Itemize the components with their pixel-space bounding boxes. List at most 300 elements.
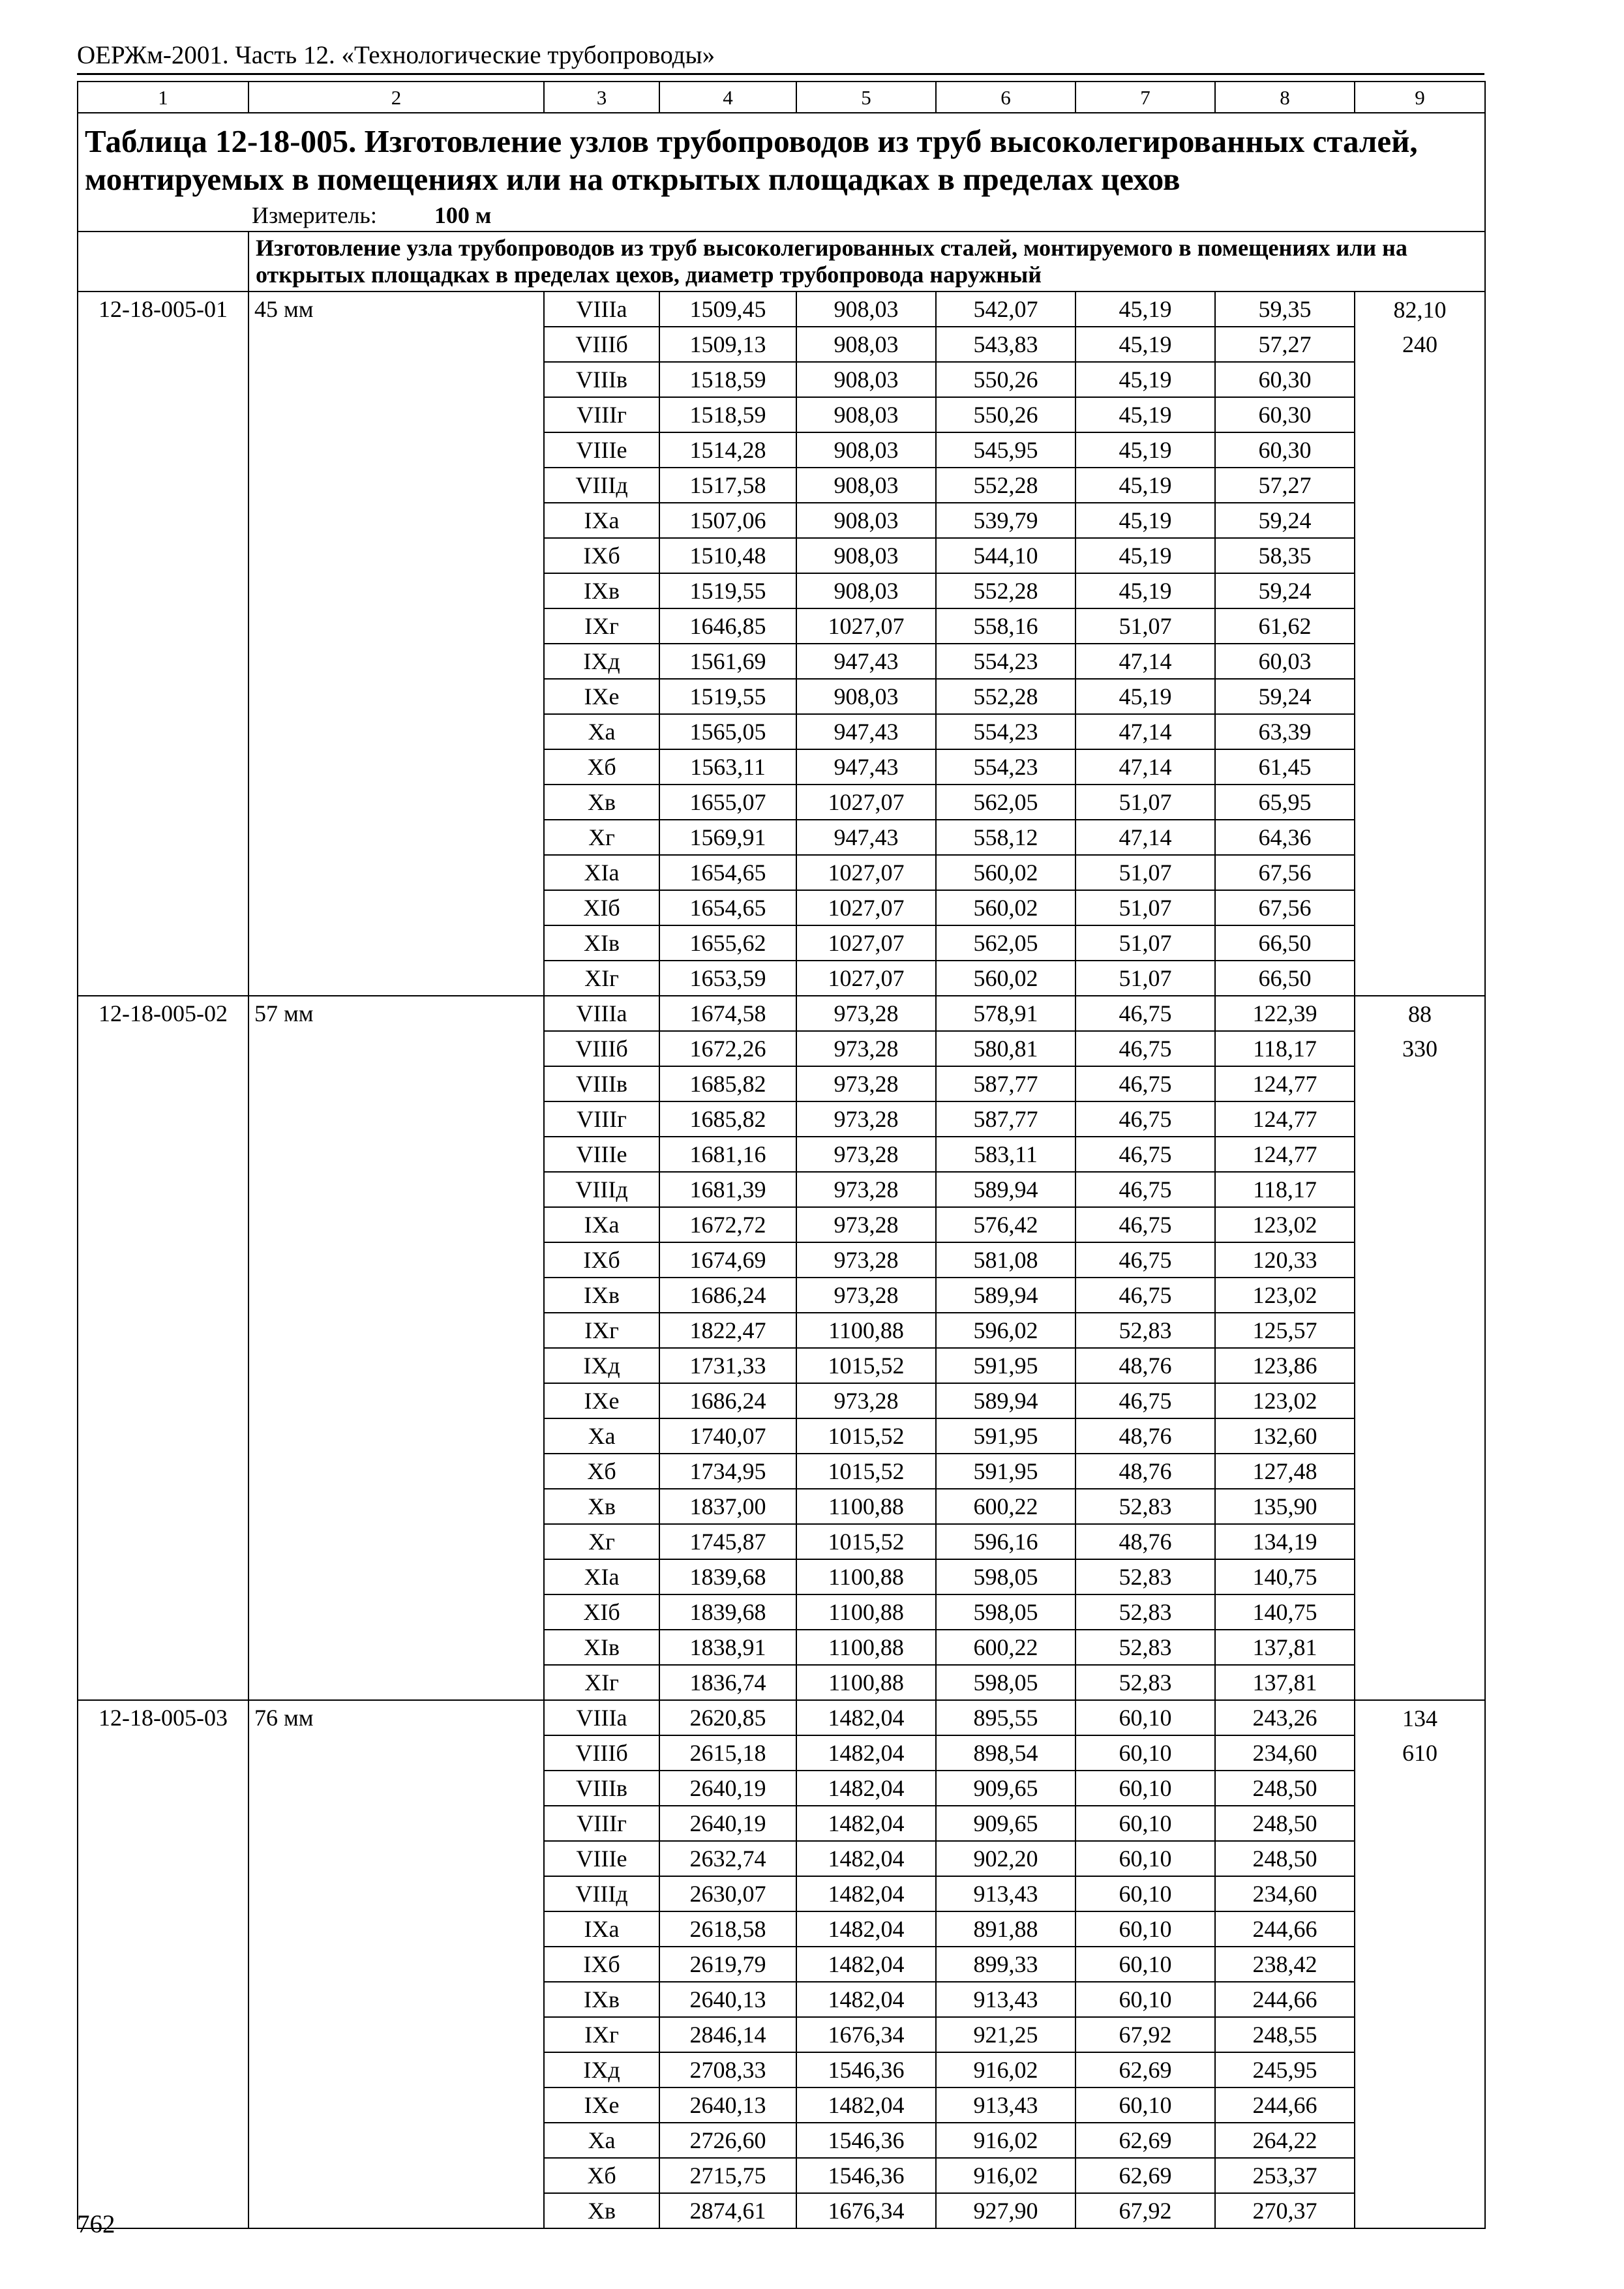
materials-cost: 137,81 <box>1215 1665 1355 1700</box>
machine-cost: 909,65 <box>936 1806 1075 1841</box>
machine-cost: 583,11 <box>936 1137 1075 1172</box>
steel-group: IXб <box>544 538 659 573</box>
machine-cost: 539,79 <box>936 503 1075 538</box>
materials-cost: 124,77 <box>1215 1101 1355 1137</box>
materials-cost: 61,62 <box>1215 608 1355 644</box>
total-cost: 1839,68 <box>659 1559 796 1594</box>
machine-cost: 591,95 <box>936 1348 1075 1383</box>
steel-group: VIIIг <box>544 1101 659 1137</box>
title-row <box>78 113 1485 232</box>
machinist-wage: 60,10 <box>1075 1806 1215 1841</box>
machinist-wage: 45,19 <box>1075 432 1215 468</box>
machinist-wage: 45,19 <box>1075 292 1215 327</box>
total-cost: 2619,79 <box>659 1947 796 1982</box>
empty-cell <box>1355 397 1485 432</box>
empty-cell <box>1355 1982 1485 2017</box>
rate-code: 12-18-005-02 <box>78 996 248 1700</box>
labor-cost: 1015,52 <box>796 1454 936 1489</box>
empty-cell <box>1355 2052 1485 2087</box>
machine-cost: 598,05 <box>936 1665 1075 1700</box>
empty-cell <box>1355 1771 1485 1806</box>
steel-group: VIIIд <box>544 468 659 503</box>
empty-cell <box>1355 1418 1485 1454</box>
materials-cost: 58,35 <box>1215 538 1355 573</box>
labor-cost: 1482,04 <box>796 2087 936 2123</box>
steel-group: VIIIд <box>544 1876 659 1911</box>
materials-cost: 60,30 <box>1215 397 1355 432</box>
machinist-hours: 240 <box>1355 327 1485 362</box>
steel-group: IXе <box>544 679 659 714</box>
total-cost: 1745,87 <box>659 1524 796 1559</box>
machine-cost: 587,77 <box>936 1101 1075 1137</box>
rates-table <box>77 81 1486 2229</box>
total-cost: 1681,16 <box>659 1137 796 1172</box>
labor-cost: 1482,04 <box>796 1911 936 1947</box>
total-cost: 1519,55 <box>659 679 796 714</box>
empty-cell <box>1355 608 1485 644</box>
machinist-wage: 46,75 <box>1075 1242 1215 1278</box>
labor-cost: 1482,04 <box>796 1700 936 1735</box>
materials-cost: 67,56 <box>1215 855 1355 890</box>
measure-line <box>252 201 1478 230</box>
total-cost: 1509,45 <box>659 292 796 327</box>
machine-cost: 600,22 <box>936 1630 1075 1665</box>
total-cost: 1517,58 <box>659 468 796 503</box>
steel-group: Xа <box>544 2123 659 2158</box>
steel-group: XIа <box>544 1559 659 1594</box>
steel-group: VIIIг <box>544 1806 659 1841</box>
total-cost: 1563,11 <box>659 749 796 785</box>
labor-cost: 973,28 <box>796 1137 936 1172</box>
machine-cost: 558,12 <box>936 820 1075 855</box>
machine-cost: 916,02 <box>936 2158 1075 2193</box>
empty-cell <box>1355 1242 1485 1278</box>
empty-cell <box>1355 1101 1485 1137</box>
column-number-row <box>78 82 1485 113</box>
steel-group: Xв <box>544 785 659 820</box>
machine-cost: 542,07 <box>936 292 1075 327</box>
rate-code: 12-18-005-01 <box>78 292 248 996</box>
machine-cost: 921,25 <box>936 2017 1075 2052</box>
machine-cost: 552,28 <box>936 468 1075 503</box>
total-cost: 1734,95 <box>659 1454 796 1489</box>
labor-cost: 1027,07 <box>796 608 936 644</box>
empty-cell <box>1355 2158 1485 2193</box>
total-cost: 1654,65 <box>659 890 796 925</box>
labor-cost: 1482,04 <box>796 1771 936 1806</box>
machinist-hours: 610 <box>1355 1735 1485 1771</box>
steel-group: Xг <box>544 1524 659 1559</box>
machinist-wage: 67,92 <box>1075 2017 1215 2052</box>
labor-cost: 947,43 <box>796 644 936 679</box>
total-cost: 2640,13 <box>659 1982 796 2017</box>
machinist-wage: 60,10 <box>1075 1735 1215 1771</box>
machine-cost: 916,02 <box>936 2123 1075 2158</box>
machine-cost: 550,26 <box>936 362 1075 397</box>
empty-cell <box>1355 1630 1485 1665</box>
rate-code: 12-18-005-03 <box>78 1700 248 2228</box>
materials-cost: 248,50 <box>1215 1806 1355 1841</box>
materials-cost: 243,26 <box>1215 1700 1355 1735</box>
materials-cost: 65,95 <box>1215 785 1355 820</box>
labor-hours: 134 <box>1355 1700 1485 1735</box>
machinist-wage: 60,10 <box>1075 2087 1215 2123</box>
labor-cost: 1676,34 <box>796 2193 936 2228</box>
materials-cost: 127,48 <box>1215 1454 1355 1489</box>
empty-cell <box>1355 1876 1485 1911</box>
machine-cost: 544,10 <box>936 538 1075 573</box>
steel-group: Xг <box>544 820 659 855</box>
labor-cost: 973,28 <box>796 1031 936 1066</box>
total-cost: 1646,85 <box>659 608 796 644</box>
machinist-wage: 46,75 <box>1075 1101 1215 1137</box>
steel-group: VIIIе <box>544 1137 659 1172</box>
machinist-wage: 47,14 <box>1075 820 1215 855</box>
empty-cell <box>1355 925 1485 961</box>
materials-cost: 66,50 <box>1215 961 1355 996</box>
steel-group: IXе <box>544 1383 659 1418</box>
steel-group: XIв <box>544 1630 659 1665</box>
machine-cost: 578,91 <box>936 996 1075 1031</box>
steel-group: Xа <box>544 1418 659 1454</box>
total-cost: 1822,47 <box>659 1313 796 1348</box>
machine-cost: 560,02 <box>936 961 1075 996</box>
materials-cost: 134,19 <box>1215 1524 1355 1559</box>
description-row <box>78 232 1485 292</box>
machinist-wage: 45,19 <box>1075 573 1215 608</box>
machinist-wage: 45,19 <box>1075 679 1215 714</box>
empty-cell <box>1355 679 1485 714</box>
machinist-wage: 60,10 <box>1075 1982 1215 2017</box>
materials-cost: 59,24 <box>1215 503 1355 538</box>
materials-cost: 59,35 <box>1215 292 1355 327</box>
materials-cost: 244,66 <box>1215 1911 1355 1947</box>
machinist-wage: 46,75 <box>1075 1207 1215 1242</box>
total-cost: 2640,13 <box>659 2087 796 2123</box>
steel-group: VIIIв <box>544 1066 659 1101</box>
total-cost: 1740,07 <box>659 1418 796 1454</box>
empty-cell <box>1355 1278 1485 1313</box>
machine-cost: 913,43 <box>936 2087 1075 2123</box>
labor-cost: 908,03 <box>796 679 936 714</box>
machinist-wage: 62,69 <box>1075 2158 1215 2193</box>
machine-cost: 562,05 <box>936 925 1075 961</box>
page-number: 762 <box>77 2210 115 2238</box>
machinist-wage: 51,07 <box>1075 890 1215 925</box>
materials-cost: 60,30 <box>1215 432 1355 468</box>
machine-cost: 554,23 <box>936 644 1075 679</box>
materials-cost: 135,90 <box>1215 1489 1355 1524</box>
machinist-wage: 51,07 <box>1075 785 1215 820</box>
empty-cell <box>1355 573 1485 608</box>
steel-group: Xв <box>544 2193 659 2228</box>
steel-group: VIIIв <box>544 362 659 397</box>
steel-group: IXб <box>544 1947 659 1982</box>
empty-cell <box>1355 1137 1485 1172</box>
column-number: 2 <box>248 82 544 113</box>
steel-group: IXг <box>544 2017 659 2052</box>
labor-cost: 1100,88 <box>796 1489 936 1524</box>
materials-cost: 264,22 <box>1215 2123 1355 2158</box>
total-cost: 1672,26 <box>659 1031 796 1066</box>
labor-cost: 1027,07 <box>796 785 936 820</box>
empty-cell <box>1355 1348 1485 1383</box>
machine-cost: 543,83 <box>936 327 1075 362</box>
machinist-wage: 60,10 <box>1075 1771 1215 1806</box>
materials-cost: 118,17 <box>1215 1172 1355 1207</box>
materials-cost: 140,75 <box>1215 1559 1355 1594</box>
total-cost: 2640,19 <box>659 1806 796 1841</box>
labor-cost: 908,03 <box>796 327 936 362</box>
empty-cell <box>1355 2193 1485 2228</box>
description-text: Изготовление узла трубопроводов из труб высоколегированных сталей, монтируемого в помещениях или на открытых площадках в пределах цехов, диаметр трубопровода наружный <box>248 232 1485 292</box>
machinist-wage: 46,75 <box>1075 1172 1215 1207</box>
labor-cost: 1100,88 <box>796 1665 936 1700</box>
header-rule <box>77 73 1484 75</box>
total-cost: 1565,05 <box>659 714 796 749</box>
machinist-wage: 47,14 <box>1075 714 1215 749</box>
steel-group: Xб <box>544 749 659 785</box>
machinist-wage: 48,76 <box>1075 1524 1215 1559</box>
total-cost: 2846,14 <box>659 2017 796 2052</box>
labor-cost: 908,03 <box>796 468 936 503</box>
steel-group: IXа <box>544 1911 659 1947</box>
machinist-wage: 52,83 <box>1075 1594 1215 1630</box>
machine-cost: 552,28 <box>936 679 1075 714</box>
empty-cell <box>1355 1207 1485 1242</box>
labor-cost: 1482,04 <box>796 1806 936 1841</box>
labor-hours: 88 <box>1355 996 1485 1031</box>
machinist-wage: 52,83 <box>1075 1559 1215 1594</box>
steel-group: Xв <box>544 1489 659 1524</box>
materials-cost: 57,27 <box>1215 327 1355 362</box>
table-row <box>78 996 1485 1031</box>
total-cost: 1674,69 <box>659 1242 796 1278</box>
labor-cost: 1482,04 <box>796 1876 936 1911</box>
machine-cost: 913,43 <box>936 1876 1075 1911</box>
steel-group: VIIIб <box>544 1031 659 1066</box>
machinist-wage: 51,07 <box>1075 925 1215 961</box>
machine-cost: 598,05 <box>936 1559 1075 1594</box>
machine-cost: 598,05 <box>936 1594 1075 1630</box>
total-cost: 1519,55 <box>659 573 796 608</box>
total-cost: 1686,24 <box>659 1278 796 1313</box>
machinist-wage: 52,83 <box>1075 1665 1215 1700</box>
machinist-wage: 51,07 <box>1075 855 1215 890</box>
steel-group: VIIIд <box>544 1172 659 1207</box>
labor-cost: 1546,36 <box>796 2123 936 2158</box>
machinist-wage: 60,10 <box>1075 1947 1215 1982</box>
machinist-wage: 67,92 <box>1075 2193 1215 2228</box>
materials-cost: 64,36 <box>1215 820 1355 855</box>
materials-cost: 248,55 <box>1215 2017 1355 2052</box>
table-title: Таблица 12-18-005. Изготовление узлов трубопроводов из труб высоколегированных сталей, монтируемых в помещениях или на открытых площадках в пределах цехов <box>85 123 1418 197</box>
pipe-diameter: 45 мм <box>248 292 544 996</box>
table-row <box>78 1700 1485 1735</box>
labor-cost: 1015,52 <box>796 1418 936 1454</box>
labor-cost: 1027,07 <box>796 925 936 961</box>
steel-group: XIа <box>544 855 659 890</box>
total-cost: 2615,18 <box>659 1735 796 1771</box>
steel-group: IXв <box>544 1278 659 1313</box>
materials-cost: 253,37 <box>1215 2158 1355 2193</box>
materials-cost: 59,24 <box>1215 679 1355 714</box>
labor-cost: 973,28 <box>796 1278 936 1313</box>
machinist-wage: 60,10 <box>1075 1911 1215 1947</box>
machinist-wage: 46,75 <box>1075 1066 1215 1101</box>
column-number: 5 <box>796 82 936 113</box>
column-number: 8 <box>1215 82 1355 113</box>
machinist-wage: 47,14 <box>1075 749 1215 785</box>
steel-group: IXд <box>544 2052 659 2087</box>
steel-group: IXд <box>544 1348 659 1383</box>
total-cost: 1655,62 <box>659 925 796 961</box>
table-row <box>78 292 1485 327</box>
steel-group: VIIIв <box>544 1771 659 1806</box>
total-cost: 1510,48 <box>659 538 796 573</box>
labor-cost: 1100,88 <box>796 1313 936 1348</box>
steel-group: VIIIг <box>544 397 659 432</box>
labor-cost: 1482,04 <box>796 1735 936 1771</box>
steel-group: VIIIа <box>544 996 659 1031</box>
machinist-wage: 47,14 <box>1075 644 1215 679</box>
materials-cost: 123,02 <box>1215 1278 1355 1313</box>
labor-cost: 908,03 <box>796 397 936 432</box>
machine-cost: 554,23 <box>936 749 1075 785</box>
column-number: 3 <box>544 82 659 113</box>
materials-cost: 124,77 <box>1215 1137 1355 1172</box>
labor-cost: 1015,52 <box>796 1524 936 1559</box>
steel-group: XIг <box>544 961 659 996</box>
machinist-wage: 60,10 <box>1075 1700 1215 1735</box>
total-cost: 1569,91 <box>659 820 796 855</box>
labor-cost: 1027,07 <box>796 890 936 925</box>
labor-cost: 947,43 <box>796 820 936 855</box>
total-cost: 2874,61 <box>659 2193 796 2228</box>
machinist-wage: 45,19 <box>1075 397 1215 432</box>
description-empty-cell <box>78 232 248 292</box>
empty-cell <box>1355 1313 1485 1348</box>
total-cost: 1518,59 <box>659 397 796 432</box>
empty-cell <box>1355 714 1485 749</box>
materials-cost: 118,17 <box>1215 1031 1355 1066</box>
empty-cell <box>1355 1524 1485 1559</box>
steel-group: IXв <box>544 573 659 608</box>
steel-group: IXв <box>544 1982 659 2017</box>
machine-cost: 576,42 <box>936 1207 1075 1242</box>
total-cost: 1518,59 <box>659 362 796 397</box>
steel-group: IXа <box>544 503 659 538</box>
total-cost: 1681,39 <box>659 1172 796 1207</box>
labor-cost: 1015,52 <box>796 1348 936 1383</box>
empty-cell <box>1355 1841 1485 1876</box>
total-cost: 2715,75 <box>659 2158 796 2193</box>
machinist-wage: 52,83 <box>1075 1489 1215 1524</box>
total-cost: 2632,74 <box>659 1841 796 1876</box>
machine-cost: 898,54 <box>936 1735 1075 1771</box>
materials-cost: 248,50 <box>1215 1771 1355 1806</box>
labor-cost: 973,28 <box>796 1207 936 1242</box>
labor-cost: 947,43 <box>796 749 936 785</box>
machinist-wage: 52,83 <box>1075 1313 1215 1348</box>
materials-cost: 60,30 <box>1215 362 1355 397</box>
labor-cost: 1100,88 <box>796 1630 936 1665</box>
materials-cost: 244,66 <box>1215 2087 1355 2123</box>
total-cost: 1509,13 <box>659 327 796 362</box>
total-cost: 1561,69 <box>659 644 796 679</box>
materials-cost: 59,24 <box>1215 573 1355 608</box>
steel-group: Xб <box>544 2158 659 2193</box>
steel-group: XIб <box>544 1594 659 1630</box>
empty-cell <box>1355 362 1485 397</box>
machinist-wage: 62,69 <box>1075 2052 1215 2087</box>
empty-cell <box>1355 2123 1485 2158</box>
measure-label: Измеритель: <box>252 202 377 228</box>
steel-group: IXе <box>544 2087 659 2123</box>
steel-group: IXд <box>544 644 659 679</box>
machine-cost: 589,94 <box>936 1172 1075 1207</box>
empty-cell <box>1355 961 1485 996</box>
total-cost: 2630,07 <box>659 1876 796 1911</box>
empty-cell <box>1355 2017 1485 2052</box>
empty-cell <box>1355 1594 1485 1630</box>
measure-value: 100 м <box>434 202 492 228</box>
machine-cost: 895,55 <box>936 1700 1075 1735</box>
labor-cost: 973,28 <box>796 996 936 1031</box>
empty-cell <box>1355 1947 1485 1982</box>
empty-cell <box>1355 1559 1485 1594</box>
empty-cell <box>1355 503 1485 538</box>
empty-cell <box>1355 1454 1485 1489</box>
total-cost: 1672,72 <box>659 1207 796 1242</box>
materials-cost: 125,57 <box>1215 1313 1355 1348</box>
steel-group: VIIIа <box>544 292 659 327</box>
labor-cost: 1027,07 <box>796 855 936 890</box>
materials-cost: 245,95 <box>1215 2052 1355 2087</box>
empty-cell <box>1355 644 1485 679</box>
machinist-wage: 45,19 <box>1075 538 1215 573</box>
total-cost: 1686,24 <box>659 1383 796 1418</box>
steel-group: VIIIа <box>544 1700 659 1735</box>
steel-group: VIIIе <box>544 1841 659 1876</box>
pipe-diameter: 76 мм <box>248 1700 544 2228</box>
total-cost: 2640,19 <box>659 1771 796 1806</box>
materials-cost: 238,42 <box>1215 1947 1355 1982</box>
total-cost: 2708,33 <box>659 2052 796 2087</box>
materials-cost: 270,37 <box>1215 2193 1355 2228</box>
machine-cost: 560,02 <box>936 890 1075 925</box>
machine-cost: 909,65 <box>936 1771 1075 1806</box>
empty-cell <box>1355 468 1485 503</box>
labor-cost: 1546,36 <box>796 2052 936 2087</box>
steel-group: IXг <box>544 1313 659 1348</box>
steel-group: IXг <box>544 608 659 644</box>
empty-cell <box>1355 1911 1485 1947</box>
pipe-diameter: 57 мм <box>248 996 544 1700</box>
labor-cost: 973,28 <box>796 1383 936 1418</box>
machinist-wage: 46,75 <box>1075 1031 1215 1066</box>
machinist-wage: 52,83 <box>1075 1630 1215 1665</box>
empty-cell <box>1355 820 1485 855</box>
machinist-wage: 60,10 <box>1075 1841 1215 1876</box>
machinist-hours: 330 <box>1355 1031 1485 1066</box>
column-number: 6 <box>936 82 1075 113</box>
machine-cost: 916,02 <box>936 2052 1075 2087</box>
total-cost: 1836,74 <box>659 1665 796 1700</box>
materials-cost: 140,75 <box>1215 1594 1355 1630</box>
materials-cost: 123,02 <box>1215 1207 1355 1242</box>
empty-cell <box>1355 1806 1485 1841</box>
